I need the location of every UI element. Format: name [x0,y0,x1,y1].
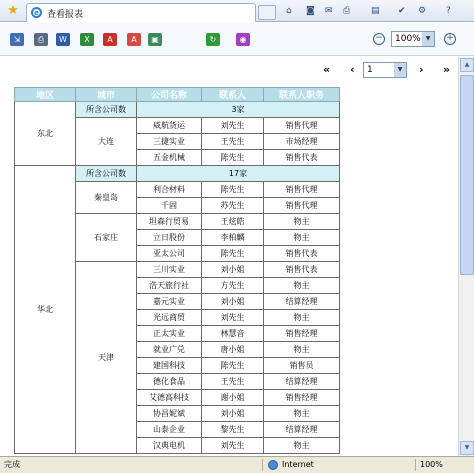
company-cell: 立日股份 [137,230,202,246]
page-select[interactable] [363,62,407,78]
feeds-icon[interactable]: ◙ [306,6,315,16]
contact-title-cell: 销售代表 [264,150,340,166]
city-cell: 大连 [76,118,137,166]
company-cell: 艾德高科技 [137,390,202,406]
region-cell: 华北 [15,166,76,454]
company-cell: 五金机械 [137,150,202,166]
company-cell: 坦森行贸易 [137,214,202,230]
contact-cell: 唐小姐 [202,342,264,358]
company-cell: 三捷实业 [137,134,202,150]
company-cell: 光远商贸 [137,310,202,326]
contact-cell: 李柏麟 [202,230,264,246]
status-bar [0,456,474,473]
contact-cell: 刘小姐 [202,294,264,310]
contact-title-cell: 结算经理 [264,422,340,438]
internet-zone-icon [268,460,278,470]
contact-title-cell: 物主 [264,342,340,358]
contact-cell: 刘先生 [202,438,264,454]
status-zoom[interactable]: 100% [420,460,443,469]
city-cell: 天津 [76,262,137,454]
contact-cell: 刘小姐 [202,406,264,422]
company-cell: 利合材料 [137,182,202,198]
contact-cell: 陈先生 [202,358,264,374]
scroll-up-icon[interactable]: ▲ [460,58,474,72]
first-page-button[interactable]: « [323,63,331,76]
zoom-value: 100% [395,34,421,44]
zoom-select[interactable] [391,31,435,47]
company-cell: 威航货运 [137,118,202,134]
print-icon[interactable]: ⎙ [343,6,351,16]
page-menu-icon[interactable]: ▤ [371,6,380,16]
tools-icon[interactable]: ⚙ [418,6,427,16]
contact-title-cell: 销售代理 [264,198,340,214]
company-cell: 浩天旅行社 [137,278,202,294]
column-header: 公司名称 [137,88,202,102]
report-table [14,87,340,454]
contact-cell: 王先生 [202,134,264,150]
mail-icon[interactable]: ✉ [325,6,333,16]
summary-label: 所含公司数 [76,102,137,118]
company-cell: 汉典电机 [137,438,202,454]
contact-title-cell: 市场经理 [264,134,340,150]
contact-cell: 陈先生 [202,150,264,166]
contact-title-cell: 销售代理 [264,118,340,134]
zoom-in-icon[interactable]: + [444,33,456,45]
column-header: 联系人职务 [264,88,340,102]
contact-cell: 林慧音 [202,326,264,342]
print-report-icon[interactable]: ⎙ [34,33,48,46]
contact-title-cell: 结算经理 [264,374,340,390]
contact-title-cell: 销售代表 [264,262,340,278]
summary-row [15,102,340,118]
summary-value: 3家 [137,102,340,118]
chevron-down-icon[interactable]: ▼ [422,32,434,46]
contact-cell: 王先生 [202,374,264,390]
contact-cell: 苏先生 [202,198,264,214]
contact-title-cell: 物主 [264,310,340,326]
report-toolbar [0,23,474,56]
safety-icon[interactable]: ✔ [398,6,406,16]
city-cell: 秦皇岛 [76,182,137,214]
browser-tab-bar [0,0,474,22]
browser-tab[interactable] [26,3,256,22]
favorites-star-icon[interactable]: ★ [7,3,19,18]
contact-title-cell: 物主 [264,214,340,230]
refresh-icon[interactable]: ↻ [206,33,220,46]
contact-cell: 刘先生 [202,310,264,326]
vertical-scrollbar[interactable] [458,57,474,456]
report-body [15,102,340,454]
company-cell: 协昌妮斌 [137,406,202,422]
export-icon[interactable]: ⇲ [10,33,24,46]
contact-cell: 刘小姐 [202,262,264,278]
chevron-down-icon[interactable]: ▼ [394,63,406,77]
excel-export-icon[interactable]: X [80,33,94,46]
last-page-button[interactable]: » [443,63,451,76]
contact-title-cell: 物主 [264,406,340,422]
column-header: 联系人 [202,88,264,102]
tab-title: 查看报表 [47,10,84,20]
contact-title-cell: 销售员 [264,358,340,374]
company-cell: 三川实业 [137,262,202,278]
company-cell: 亚太公司 [137,246,202,262]
company-cell: 山泰企业 [137,422,202,438]
rss-icon[interactable]: ◉ [236,33,250,46]
scroll-down-icon[interactable]: ▼ [460,441,474,455]
contact-cell: 王炫皓 [202,214,264,230]
city-cell: 石家庄 [76,214,137,262]
contact-title-cell: 销售经理 [264,326,340,342]
status-divider [415,459,416,471]
column-header: 地区 [15,88,76,102]
pdf-export-icon[interactable]: A [103,33,117,46]
help-icon[interactable]: ? [446,6,451,16]
company-cell: 正太实业 [137,326,202,342]
contact-title-cell: 销售代理 [264,182,340,198]
company-cell: 嘉元实业 [137,294,202,310]
company-cell: 建国科技 [137,358,202,374]
security-zone: Internet [282,460,314,469]
scroll-thumb[interactable] [460,75,474,275]
header-row [15,88,340,102]
word-export-icon[interactable]: W [56,33,70,46]
status-text: 完成 [4,460,20,469]
contact-cell: 刘先生 [202,118,264,134]
status-divider [262,459,263,471]
summary-label: 所含公司数 [76,166,137,182]
region-cell: 东北 [15,102,76,166]
contact-cell: 黎先生 [202,422,264,438]
column-header: 城市 [76,88,137,102]
contact-title-cell: 物主 [264,438,340,454]
page-value: 1 [367,65,373,75]
next-page-button[interactable]: › [419,63,424,76]
new-tab-button[interactable] [258,5,276,20]
zoom-out-icon[interactable]: − [373,33,385,45]
image-export-icon[interactable]: ▣ [148,33,162,46]
ie-logo-icon: e [31,7,42,18]
contact-cell: 方先生 [202,278,264,294]
company-cell: 千固 [137,198,202,214]
summary-row [15,166,340,182]
contact-cell: 陈先生 [202,246,264,262]
contact-title-cell: 物主 [264,230,340,246]
contact-title-cell: 结算经理 [264,294,340,310]
home-icon[interactable]: ⌂ [286,6,292,16]
contact-title-cell: 物主 [264,278,340,294]
pdf-export-2-icon[interactable]: A [127,33,141,46]
company-cell: 德化食品 [137,374,202,390]
summary-value: 17家 [137,166,340,182]
prev-page-button[interactable]: ‹ [350,63,355,76]
contact-title-cell: 销售经理 [264,390,340,406]
contact-cell: 陈先生 [202,182,264,198]
contact-cell: 谢小姐 [202,390,264,406]
company-cell: 就业广兑 [137,342,202,358]
contact-title-cell: 销售代表 [264,246,340,262]
